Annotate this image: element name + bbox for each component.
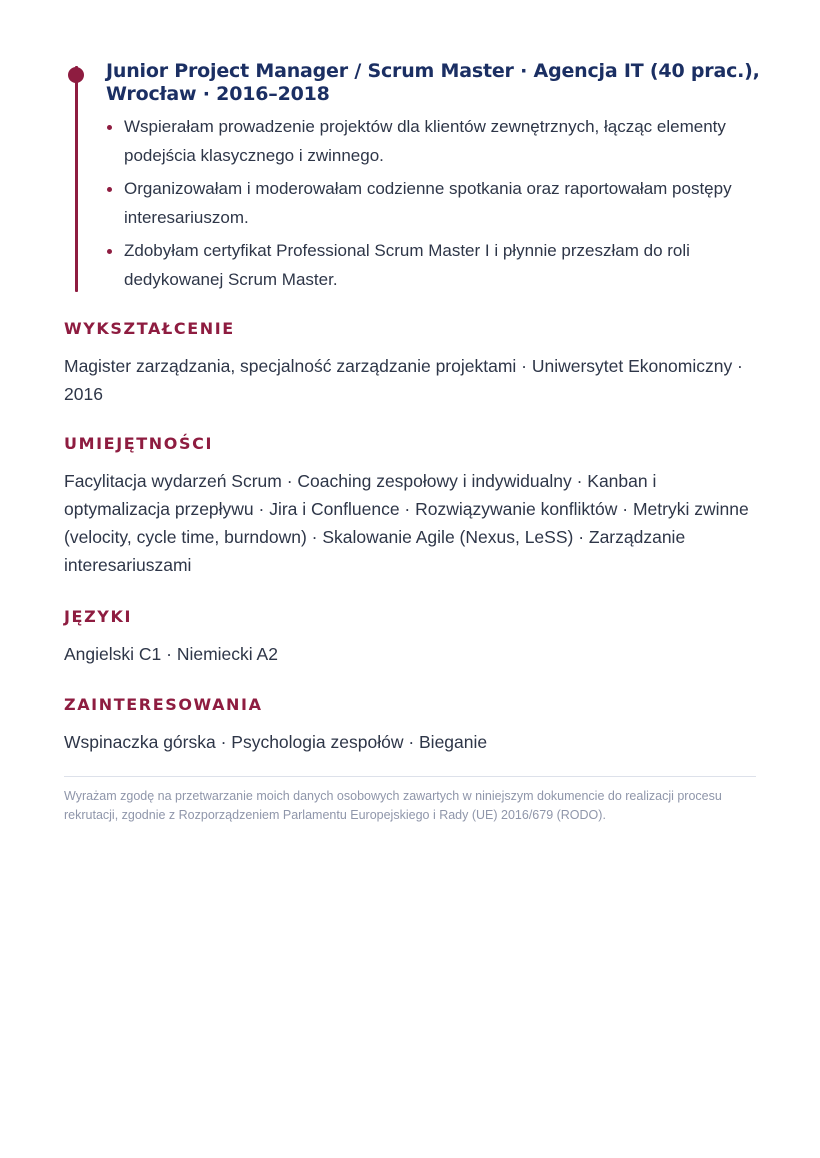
education-heading: WYKSZTAŁCENIE (64, 319, 235, 338)
languages-text: Angielski C1 · Niemiecki A2 (64, 644, 278, 664)
timeline-line (75, 66, 78, 292)
languages-section (64, 607, 764, 668)
interests-section (64, 695, 764, 756)
job-bullet: Zdobyłam certyfikat Professional Scrum Master I i płynnie przeszłam do roli dedykowanej Scrum Master. (106, 236, 766, 294)
skills-heading: UMIEJĘTNOŚCI (64, 434, 214, 453)
job-bullet: Organizowałam i moderowałam codzienne spotkania oraz raportowałam postępy interesariuszom. (106, 174, 766, 232)
education-text: Magister zarządzania, specjalność zarządzanie projektami · Uniwersytet Ekonomiczny · 2016 (64, 356, 743, 404)
job-bullet: Wspierałam prowadzenie projektów dla klientów zewnętrznych, łącząc elementy podejścia klasycznego i zwinnego. (106, 112, 766, 170)
education-section (64, 319, 764, 408)
timeline-dot-icon (68, 67, 84, 83)
skills-section (64, 434, 764, 579)
interests-text: Wspinaczka górska · Psychologia zespołów · Bieganie (64, 732, 488, 752)
job-bullets (106, 112, 766, 298)
skills-text: Facylitacja wydarzeń Scrum · Coaching zespołowy i indywidualny · Kanban i optymalizacja przepływu · Jira i Confluence · Rozwiązywanie konfliktów · Metryki zwinne (velocity, cycle time, burndown) · Skalowanie Agile (Nexus, LeSS) · Zarządzanie interesariuszami (64, 471, 749, 575)
gdpr-consent: Wyrażam zgodę na przetwarzanie moich danych osobowych zawartych w niniejszym dokumencie do realizacji procesu rekrutacji, zgodnie z Rozporządzeniem Parlamentu Europejskiego i Rady (UE) 2016/679 (RODO). (64, 789, 722, 822)
footer-divider (64, 776, 756, 777)
job-title: Junior Project Manager / Scrum Master · Agencja IT (40 prac.), Wrocław · 2016–2018 (106, 60, 760, 105)
interests-heading: ZAINTERESOWANIA (64, 695, 263, 714)
languages-heading: JĘZYKI (64, 607, 133, 626)
